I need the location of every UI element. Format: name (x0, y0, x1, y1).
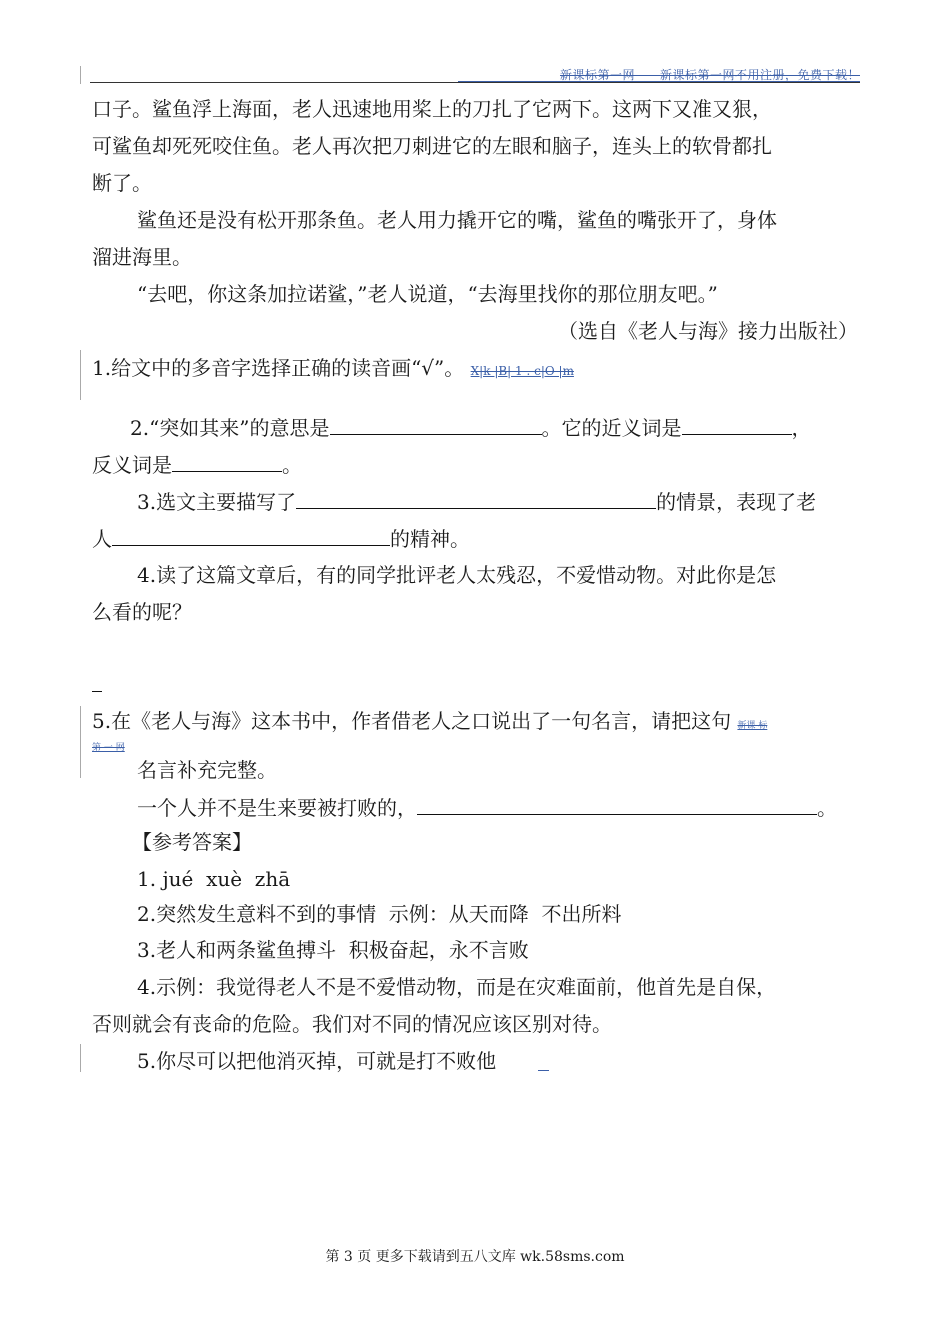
answers-heading: 【参考答案】 (132, 830, 252, 854)
question-5-text-c: 一个人并不是生来要被打败的， (137, 796, 417, 820)
question-3-line-2 (92, 525, 470, 552)
watermark-link-small[interactable]: 新课 标 (737, 721, 768, 731)
question-2-text-e: 。 (282, 453, 302, 477)
question-2-text-d: 反义词是 (92, 453, 172, 477)
answer-5: 5.你尽可以把他消灭掉，可就是打不败他 (137, 1049, 497, 1073)
answer-2: 2.突然发生意料不到的事情 示例：从天而降 不出所料 (137, 902, 622, 926)
header-watermark[interactable]: 新课标第一网——新课标第一网不用注册，免费下载！ (559, 68, 860, 82)
question-3-text-c: 人 (92, 527, 112, 551)
answer-blank-scene[interactable] (296, 488, 656, 509)
question-2-line-2 (92, 451, 302, 478)
question-5-line-2: 名言补充完整。 (137, 758, 277, 782)
watermark-link-small-2[interactable]: 第 一 网 (92, 743, 125, 753)
question-5-line-1 (92, 708, 767, 739)
answer-blank-spirit[interactable] (112, 525, 390, 546)
question-4-line-2: 么看的呢？ (92, 600, 192, 624)
question-3-text-b: 的情景，表现了老 (656, 490, 817, 514)
margin-marker (80, 1044, 81, 1072)
question-3-line-1 (137, 488, 816, 515)
answer-1: 1. jué xuè zhā (137, 867, 291, 891)
answer-4-line-2: 否则就会有丧命的危险。我们对不同的情况应该区别对待。 (92, 1012, 612, 1036)
text-cursor-underline (538, 1070, 549, 1071)
question-5-text-a: 5.在《老人与海》这本书中，作者借老人之口说出了一句名言，请把这句 (92, 709, 732, 733)
passage-line-5: 溜进海里。 (92, 245, 192, 269)
answer-blank-meaning[interactable] (330, 414, 542, 435)
answer-blank-antonym[interactable] (172, 451, 282, 472)
passage-line-2: 可鲨鱼却死死咬住鱼。老人再次把刀刺进它的左眼和脑子，连头上的软骨都扎 (92, 134, 772, 158)
question-3-text-d: 的精神。 (390, 527, 470, 551)
passage-line-3: 断了。 (92, 171, 152, 195)
question-3-text-a: 3.选文主要描写了 (137, 490, 297, 514)
answer-blank-synonym[interactable] (682, 414, 792, 435)
passage-line-6: “去吧，你这条加拉诺鲨，”老人说道，“去海里找你的那位朋友吧。” (137, 282, 718, 306)
answer-blank-quote[interactable] (417, 794, 817, 815)
question-5-text-d: 。 (817, 796, 837, 820)
answer-area-marker[interactable] (92, 691, 102, 692)
question-2-text-a: 2.“突如其来”的意思是 (130, 416, 330, 440)
question-5-line-3 (137, 794, 837, 821)
header-rule (90, 82, 860, 83)
question-4-line-1: 4.读了这篇文章后，有的同学批评老人太残忍，不爱惜动物。对此你是怎 (137, 563, 777, 587)
answer-3: 3.老人和两条鲨鱼搏斗 积极奋起，永不言败 (137, 938, 529, 962)
page-footer: 第 3 页 更多下载请到五八文库 wk.58sms.com (325, 1249, 625, 1265)
passage-line-1: 口子。鲨鱼浮上海面，老人迅速地用桨上的刀扎了它两下。这两下又准又狠， (92, 97, 772, 121)
margin-marker (80, 66, 81, 84)
margin-marker (80, 706, 81, 778)
question-1 (92, 355, 574, 384)
question-2-text-b: 。它的近义词是 (541, 416, 682, 440)
question-1-text: 1.给文中的多音字选择正确的读音画“√”。 (92, 356, 465, 380)
watermark-link[interactable]: X|k |B| 1 . c|O |m (470, 364, 574, 378)
answer-4-line-1: 4.示例：我觉得老人不是不爱惜动物，而是在灾难面前，他首先是自保， (137, 975, 777, 999)
passage-line-4: 鲨鱼还是没有松开那条鱼。老人用力撬开它的嘴，鲨鱼的嘴张开了，身体 (137, 208, 777, 232)
margin-marker (80, 350, 81, 400)
question-2-line-1 (130, 414, 812, 441)
passage-source: （选自《老人与海》接力出版社） (558, 319, 858, 343)
question-2-text-c: ， (791, 416, 812, 440)
